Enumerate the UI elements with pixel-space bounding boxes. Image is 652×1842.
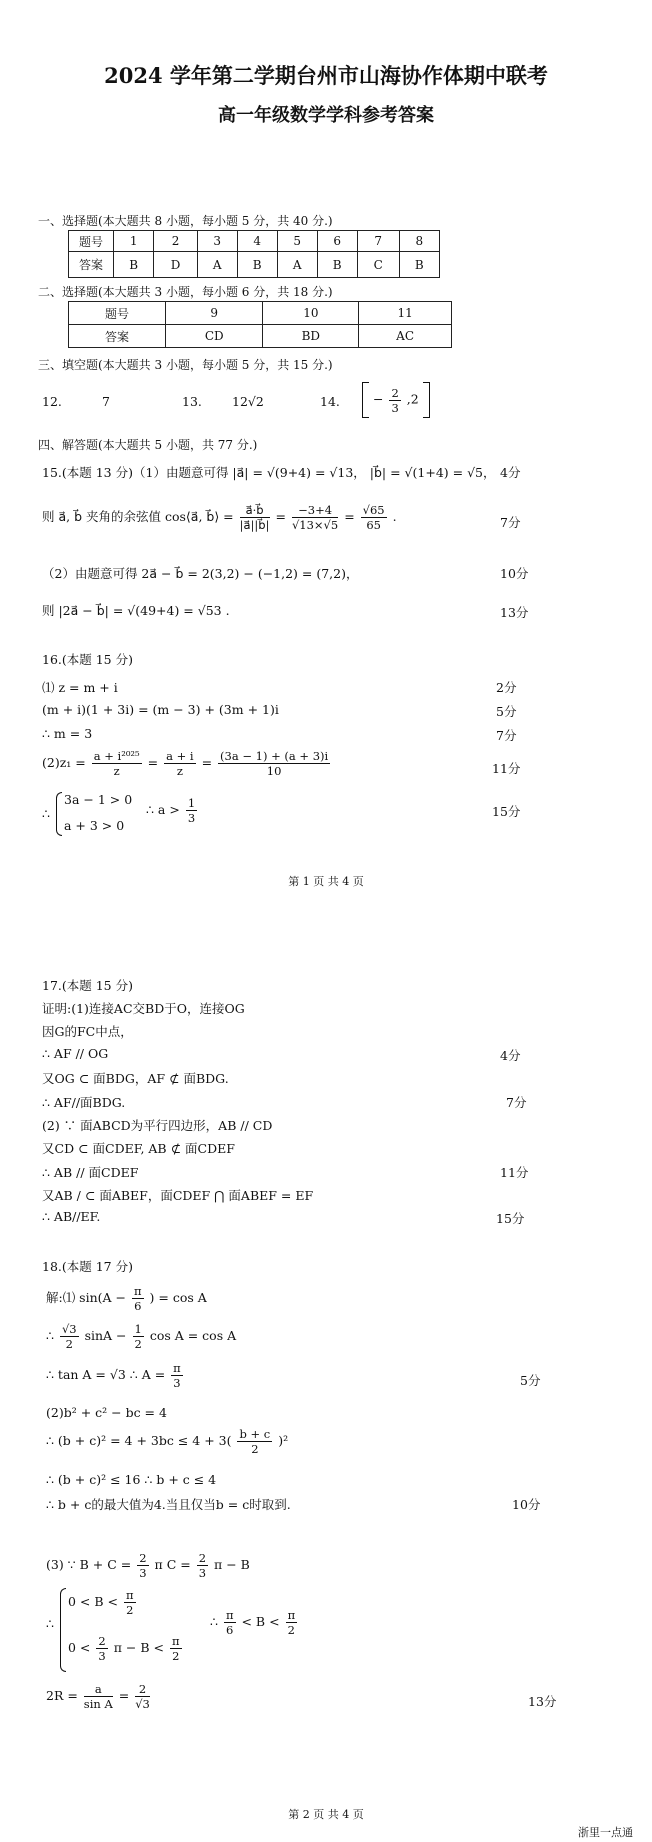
table-cell: 2 <box>154 231 198 252</box>
q15-line3: （2）由题意可得 2a⃗ − b⃗ = 2(3,2) − (−1,2) = (7,2)， <box>42 566 359 581</box>
q18-l10-pre: 2R = <box>46 1688 78 1703</box>
frac-num: a⃗·b⃗ <box>240 503 270 518</box>
q16-score5: 15分 <box>492 804 521 819</box>
q14-frac-den: 3 <box>391 400 399 415</box>
doc-title: 2024 学年第二学期台州市山海协作体期中联考 <box>104 63 548 88</box>
table-cell: A <box>197 252 237 278</box>
q18-l2-frac1 <box>60 1322 79 1351</box>
range-mid: < B < <box>241 1614 280 1629</box>
q17-line5: ∴ AF//面BDG. <box>42 1095 126 1110</box>
frac-num: 2 <box>139 1551 147 1565</box>
q16-therefore: ∴ <box>42 806 50 821</box>
q17-line9: 又AB / ⊂ 面ABEF，面CDEF ⋂ 面ABEF = EF <box>42 1188 314 1203</box>
q16-line3: ∴ m = 3 <box>42 726 93 741</box>
q15-score1: 4分 <box>500 465 521 480</box>
q17-head: 17.(本题 15 分) <box>42 978 133 993</box>
table-cell: 5 <box>277 231 317 252</box>
frac-num: (3a − 1) + (a + 3)i <box>220 749 329 763</box>
section1-heading: 一、选择题(本大题共 8 小题，每小题 5 分，共 40 分.) <box>38 214 333 228</box>
q12-answer: 7 <box>102 394 110 409</box>
q18-line4: (2)b² + c² − bc = 4 <box>46 1405 167 1420</box>
q18-l2-frac2 <box>133 1322 144 1351</box>
q18-score3: 5分 <box>520 1373 541 1388</box>
frac-den: 3 <box>173 1376 181 1390</box>
frac-den: 2 <box>172 1649 180 1663</box>
q13-answer: 12√2 <box>232 394 264 409</box>
frac-num: 2 <box>98 1634 106 1648</box>
section1-table <box>68 230 440 278</box>
frac-den: z <box>113 764 120 778</box>
q18-l3-frac <box>171 1361 183 1390</box>
doc-subtitle: 高一年级数学学科参考答案 <box>218 105 434 126</box>
table-label-num: 题号 <box>69 231 114 252</box>
table-cell: 1 <box>114 231 154 252</box>
ineq1-pre: 0 < B < <box>68 1594 119 1609</box>
frac-num: 2 <box>135 1682 150 1697</box>
table-cell: 9 <box>166 302 263 325</box>
section4-heading: 四、解答题(本大题共 5 小题，共 77 分.) <box>38 438 258 452</box>
ineq2-mid: π − B < <box>113 1640 164 1655</box>
right-bracket <box>423 382 430 418</box>
q18-l2-post: cos A = cos A <box>149 1328 237 1343</box>
q15-score3: 10分 <box>500 566 529 581</box>
page-footer-2: 第 2 页 共 4 页 <box>288 1808 364 1821</box>
q16-system-brace <box>56 792 62 836</box>
eq-sign: = <box>344 509 355 524</box>
frac-den: 2 <box>65 1337 73 1351</box>
range-frac2 <box>286 1608 298 1637</box>
table-cell: AC <box>359 325 452 348</box>
q16-res-frac <box>186 796 197 825</box>
frac-num: a <box>84 1682 113 1697</box>
frac-num: √3 <box>61 1322 77 1336</box>
frac-num: √65 <box>362 503 385 517</box>
q14-post: ,2 <box>406 391 419 407</box>
range-pre: ∴ <box>210 1614 218 1629</box>
q18-l1-pre: 解:⑴ sin(A − <box>46 1290 126 1305</box>
frac-den: 10 <box>266 764 282 778</box>
q17-score10: 15分 <box>496 1211 525 1226</box>
q16-frac1 <box>92 749 142 778</box>
q18-line5 <box>46 1427 288 1456</box>
q15-line1: 15.(本题 13 分)（1）由题意可得 |a⃗| = √(9+4) = √13， |b⃗| = √(1+4) = √5， <box>42 465 496 480</box>
q14-frac-num: 2 <box>391 385 399 400</box>
frac-num: π <box>287 1608 296 1622</box>
frac-den: 3 <box>198 1566 207 1580</box>
table-cell: BD <box>263 325 359 348</box>
q17-line7: 又CD ⊂ 面CDEF, AB ⊄ 面CDEF <box>42 1141 235 1156</box>
q16-line1: ⑴ z = m + i <box>42 680 118 695</box>
q18-l3-pre: ∴ tan A = √3 ∴ A = <box>46 1367 166 1382</box>
eq-sign: = <box>147 755 159 770</box>
q18-l5-post: )² <box>278 1433 289 1448</box>
q18-l5-pre: ∴ (b + c)² = 4 + 3bc ≤ 4 + 3( <box>46 1433 232 1448</box>
q17-line3: ∴ AF // OG <box>42 1046 109 1061</box>
q17-score5: 7分 <box>506 1095 527 1110</box>
q17-score8: 11分 <box>500 1165 529 1180</box>
q15-frac1 <box>240 503 270 532</box>
q16-result <box>146 796 199 825</box>
frac-den: √3 <box>135 1697 150 1711</box>
ineq2-frac1 <box>96 1634 107 1663</box>
frac-num: 1 <box>134 1322 142 1336</box>
q17-line2: 因G的FC中点， <box>42 1024 133 1039</box>
table-label-num: 题号 <box>69 302 166 325</box>
q17-line1: 证明:(1)连接AC交BD于O，连接OG <box>42 1001 245 1016</box>
frac-num: −3+4 <box>292 503 338 518</box>
q12-number: 12. <box>42 394 62 409</box>
frac-den: 6 <box>134 1299 142 1313</box>
table-cell: CD <box>166 325 263 348</box>
q18-ineq1 <box>68 1588 138 1617</box>
q17-line8: ∴ AB // 面CDEF <box>42 1165 139 1180</box>
q16-l4-pre: (2)z₁ = <box>42 755 86 770</box>
q16-score4: 11分 <box>492 761 521 776</box>
q18-line2 <box>46 1322 236 1351</box>
q16-score3: 7分 <box>496 728 517 743</box>
q15-frac2 <box>292 503 338 532</box>
q18-line10 <box>46 1682 152 1711</box>
watermark-text: 浙里一点通 <box>578 1826 633 1839</box>
frac-den: 3 <box>139 1566 147 1580</box>
table-label-ans: 答案 <box>69 325 166 348</box>
frac-num: 1 <box>187 796 196 810</box>
q15-score4: 13分 <box>500 605 529 620</box>
q18-l5-frac <box>237 1427 272 1456</box>
q18-ineq2 <box>68 1634 184 1663</box>
eq-sign: = <box>275 509 286 524</box>
q18-line1 <box>46 1284 207 1313</box>
table-cell: B <box>114 252 154 278</box>
q15-line2 <box>42 503 397 532</box>
table-cell: D <box>154 252 198 278</box>
q18-line3 <box>46 1361 185 1390</box>
q15-line4: 则 |2a⃗ − b⃗| = √(49+4) = √53 . <box>42 603 230 618</box>
q16-score1: 2分 <box>496 680 517 695</box>
table-cell: B <box>237 252 277 278</box>
frac-den: z <box>176 764 183 778</box>
q18-l8-post: π − B <box>214 1557 250 1572</box>
table-cell: A <box>277 252 317 278</box>
frac-num: π <box>171 1634 180 1648</box>
frac-num: π <box>173 1361 181 1375</box>
q17-score3: 4分 <box>500 1048 521 1063</box>
ineq2-frac2 <box>170 1634 182 1663</box>
q17-line4: 又OG ⊂ 面BDG，AF ⊄ 面BDG. <box>42 1071 229 1086</box>
frac-den: |a⃗||b⃗| <box>239 518 270 532</box>
q17-line10: ∴ AB//EF. <box>42 1209 101 1224</box>
eq-sign: = <box>201 755 213 770</box>
left-bracket <box>362 382 369 418</box>
q18-head: 18.(本题 17 分) <box>42 1259 133 1274</box>
frac-den: 6 <box>226 1623 234 1637</box>
table-cell: 10 <box>263 302 359 325</box>
table-cell: 7 <box>357 231 399 252</box>
frac-den: 65 <box>366 518 381 532</box>
q18-l8-mid: π C = <box>154 1557 191 1572</box>
frac-num: π <box>225 1608 234 1622</box>
frac-den: √13×√5 <box>291 518 339 532</box>
section2-table <box>68 301 452 348</box>
q18-therefore: ∴ <box>46 1616 54 1631</box>
table-cell: 8 <box>399 231 439 252</box>
q18-l8-frac2 <box>197 1551 208 1580</box>
section3-heading: 三、填空题(本大题共 3 小题，每小题 5 分，共 15 分.) <box>38 358 333 372</box>
q18-l10-frac2 <box>135 1682 150 1711</box>
q18-line7: ∴ b + c的最大值为4.当且仅当b = c时取到. <box>46 1497 291 1512</box>
ineq2-pre: 0 < <box>68 1640 91 1655</box>
q15-frac3 <box>361 503 387 532</box>
table-cell: C <box>357 252 399 278</box>
frac-den: 2 <box>126 1603 134 1617</box>
frac-num: π <box>133 1284 142 1298</box>
q14-fraction <box>389 386 400 415</box>
q18-l1-frac <box>132 1284 144 1313</box>
q18-l8-frac1 <box>137 1551 148 1580</box>
q16-line4 <box>42 749 332 778</box>
frac-den: 3 <box>187 811 196 825</box>
q15-l2-pre: 则 a⃗, b⃗ 夹角的余弦值 cos⟨a⃗, b⃗⟩ = <box>42 509 234 524</box>
frac-num: π <box>126 1588 134 1602</box>
q14-answer <box>362 382 430 418</box>
frac-num: 2 <box>198 1551 207 1565</box>
q18-l8-pre: (3) ∵ B + C = <box>46 1557 132 1572</box>
q16-ineq1: 3a − 1 > 0 <box>64 792 133 807</box>
q16-head: 16.(本题 15 分) <box>42 652 133 667</box>
frac-den: 2 <box>251 1442 259 1456</box>
q16-res-pre: ∴ a > <box>146 802 180 817</box>
q16-score2: 5分 <box>496 704 517 719</box>
q17-line6: (2) ∵ 面ABCD为平行四边形，AB // CD <box>42 1118 273 1133</box>
q18-line6: ∴ (b + c)² ≤ 16 ∴ b + c ≤ 4 <box>46 1472 217 1487</box>
frac-num: a + i <box>166 749 194 763</box>
table-cell: 4 <box>237 231 277 252</box>
frac-num: b + c <box>239 1427 271 1441</box>
range-frac1 <box>224 1608 236 1637</box>
table-cell: 6 <box>317 231 357 252</box>
page-footer-1: 第 1 页 共 4 页 <box>288 875 364 888</box>
q18-line8 <box>46 1551 250 1580</box>
q18-l1-post: ) = cos A <box>149 1290 207 1305</box>
q16-ineq2: a + 3 > 0 <box>64 818 125 833</box>
q16-frac2 <box>164 749 195 778</box>
q15-score2: 7分 <box>500 515 521 530</box>
table-cell: B <box>317 252 357 278</box>
q14-minus: − <box>372 391 384 407</box>
q13-number: 13. <box>182 394 202 409</box>
frac-num: a + i²⁰²⁵ <box>93 749 140 763</box>
frac-den: sin A <box>83 1697 113 1711</box>
q16-line2: (m + i)(1 + 3i) = (m − 3) + (3m + 1)i <box>42 702 279 717</box>
q18-score7: 10分 <box>512 1497 541 1512</box>
eq-sign: = <box>118 1688 130 1703</box>
q18-system-brace <box>60 1588 66 1672</box>
frac-den: 2 <box>134 1337 142 1351</box>
q18-l10-frac1 <box>84 1682 113 1711</box>
q16-frac3 <box>218 749 330 778</box>
frac-den: 3 <box>98 1649 106 1663</box>
section2-heading: 二、选择题(本大题共 3 小题，每小题 6 分，共 18 分.) <box>38 285 333 299</box>
table-cell: B <box>399 252 439 278</box>
table-cell: 3 <box>197 231 237 252</box>
frac-den: 2 <box>287 1623 295 1637</box>
q14-number: 14. <box>320 394 340 409</box>
table-label-ans: 答案 <box>69 252 114 278</box>
table-cell: 11 <box>359 302 452 325</box>
period: . <box>392 509 397 524</box>
q18-l2-pre: ∴ <box>46 1328 54 1343</box>
q18-l2-mid: sinA − <box>84 1328 127 1343</box>
ineq1-frac <box>124 1588 136 1617</box>
q18-range-result <box>210 1608 299 1637</box>
q18-score10: 13分 <box>528 1694 557 1709</box>
